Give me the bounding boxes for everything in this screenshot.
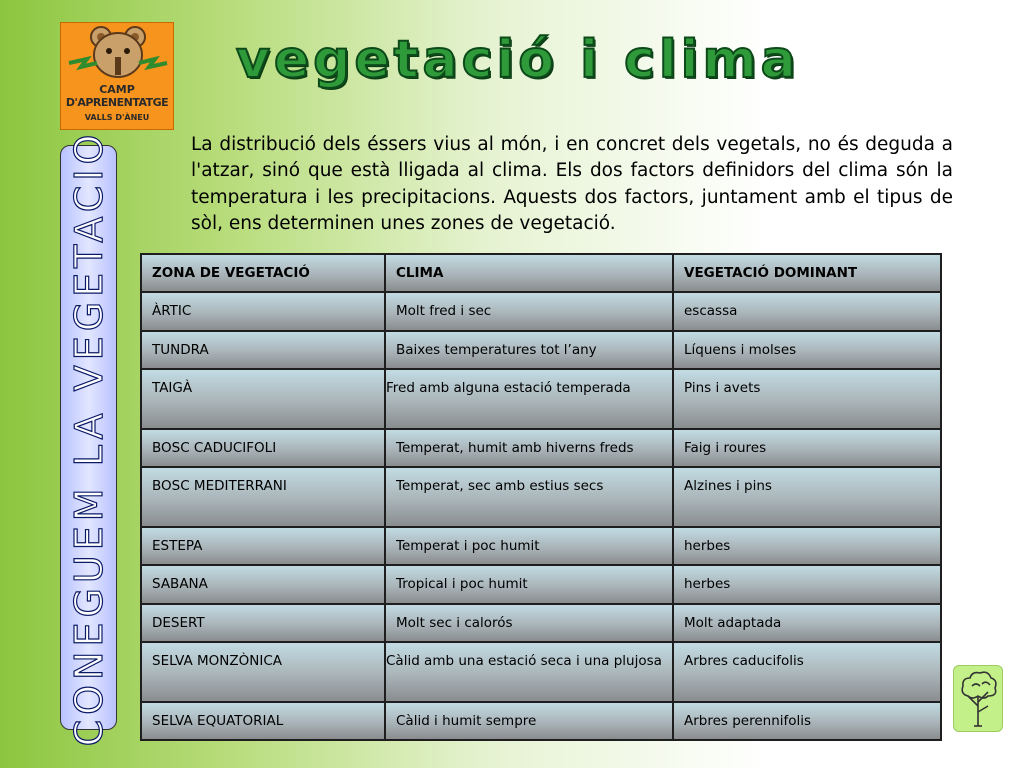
cell-clima xyxy=(385,369,673,429)
table-row xyxy=(141,292,941,330)
table-row xyxy=(141,604,941,642)
cell-vegetacio: Líquens i molses xyxy=(673,331,941,369)
table-row xyxy=(141,467,941,527)
cell-vegetacio: herbes xyxy=(673,527,941,565)
table-row xyxy=(141,369,941,429)
cell-clima: Temperat i poc humit xyxy=(385,527,673,565)
cell-clima xyxy=(385,642,673,702)
cell-vegetacio: herbes xyxy=(673,565,941,603)
table-row xyxy=(141,565,941,603)
cell-vegetacio: Molt adaptada xyxy=(673,604,941,642)
header-clima: CLIMA xyxy=(385,254,673,292)
cell-clima: Molt sec i calorós xyxy=(385,604,673,642)
cell-clima: Temperat, humit amb hiverns freds xyxy=(385,429,673,467)
header-vegetacio: VEGETACIÓ DOMINANT xyxy=(673,254,941,292)
cell-clima-text: Fred amb alguna estació temperada xyxy=(386,379,631,396)
cell-clima: Molt fred i sec xyxy=(385,292,673,330)
cell-zona: TUNDRA xyxy=(141,331,385,369)
cell-clima: Tropical i poc humit xyxy=(385,565,673,603)
tree-icon xyxy=(954,666,1002,731)
cell-vegetacio: Faig i roures xyxy=(673,429,941,467)
cell-vegetacio: Arbres perennifolis xyxy=(673,702,941,740)
cell-zona: BOSC MEDITERRANI xyxy=(141,467,385,527)
table-row xyxy=(141,429,941,467)
cell-zona: DESERT xyxy=(141,604,385,642)
logo-line-camp: CAMP xyxy=(99,83,135,96)
vegetation-table xyxy=(140,253,942,741)
logo-line-valls: VALLS D'ÀNEU xyxy=(84,113,150,122)
cell-vegetacio: escassa xyxy=(673,292,941,330)
cell-zona: SELVA MONZÒNICA xyxy=(141,642,385,702)
table-header-row xyxy=(141,254,941,292)
cell-zona: TAIGÀ xyxy=(141,369,385,429)
table-row xyxy=(141,331,941,369)
cell-vegetacio: Arbres caducifolis xyxy=(673,642,941,702)
tree-badge xyxy=(953,665,1003,732)
cell-clima: Baixes temperatures tot l’any xyxy=(385,331,673,369)
cell-vegetacio: Pins i avets xyxy=(673,369,941,429)
table-row xyxy=(141,527,941,565)
camp-logo xyxy=(60,22,174,130)
cell-vegetacio: Alzines i pins xyxy=(673,467,941,527)
logo-line-aprenentatge: D'APRENENTATGE xyxy=(65,96,169,109)
cell-zona: BOSC CADUCIFOLI xyxy=(141,429,385,467)
cell-clima-text: Càlid amb una estació seca i una plujosa xyxy=(386,652,662,669)
cell-zona: SELVA EQUATORIAL xyxy=(141,702,385,740)
page-title: vegetació i clima xyxy=(236,30,800,90)
cell-clima: Temperat, sec amb estius secs xyxy=(385,467,673,527)
cell-zona: ÀRTIC xyxy=(141,292,385,330)
side-banner xyxy=(60,129,117,746)
header-zona: ZONA DE VEGETACIÓ xyxy=(141,254,385,292)
side-banner-text: CONEGUEM LA VEGETACIO xyxy=(66,129,111,746)
cell-clima: Càlid i humit sempre xyxy=(385,702,673,740)
table-row xyxy=(141,702,941,740)
cell-zona: SABANA xyxy=(141,565,385,603)
table-row xyxy=(141,642,941,702)
cell-zona: ESTEPA xyxy=(141,527,385,565)
intro-paragraph: La distribució dels éssers vius al món, i en concret dels vegetals, no és deguda a l'atzar, sinó que està lligada al clima. Els dos factors definidors del clima són la temperatura i les precipitacions. Aquests dos factors, juntament amb el tipus de sòl, ens determinen unes zones de vegetació. xyxy=(191,134,953,234)
